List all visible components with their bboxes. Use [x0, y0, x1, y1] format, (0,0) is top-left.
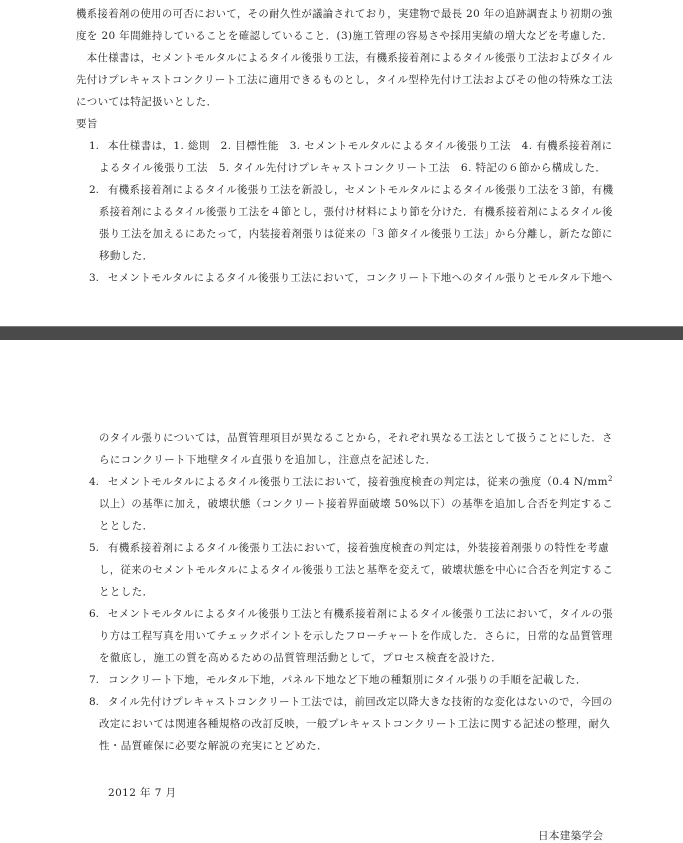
item-line: 性・品質確保に必要な解説の充実にとどめた． — [99, 740, 328, 752]
item-line: 有機系接着剤によるタイル後張り工法において，接着強度検査の判定は，外装接着剤張りの特性を考慮 — [108, 542, 609, 554]
item-number: 3. — [89, 272, 100, 284]
document-page-top — [0, 0, 683, 326]
item-number: 1. — [89, 140, 100, 152]
item-line: し，従来のセメントモルタルによるタイル後張り工法と基準を変えて，破壊状態を中心に合否を判定するこ — [99, 564, 614, 576]
item-line: タイル先付けプレキャストコンクリート工法では，前回改定以降大きな技術的な変化はないので，今回の — [108, 696, 613, 708]
item-line: よるタイル後張り工法 5. タイル先付けプレキャストコンクリート工法 6. 特記の６節から構成した． — [99, 162, 607, 174]
superscript: 2 — [607, 475, 613, 483]
item-line — [108, 475, 613, 489]
item-line: ととした． — [99, 520, 154, 532]
item-line: 系接着剤によるタイル後張り工法を４節とし，張付け材料により節を分けた．有機系接着剤によるタイル後 — [99, 206, 613, 218]
item-line: を徹底し，施工の質を高めるための品質管理活動として，プロセス検査を設けた． — [99, 652, 503, 664]
item-line: ととした． — [99, 586, 154, 598]
intro-line: 機系接着剤の使用の可否において，その耐久性が議論されており，実建物で最長 20 年の追跡調査より初期の強 — [76, 8, 613, 20]
item-number: 2. — [89, 184, 100, 196]
continuation-line: のタイル張りについては，品質管理項目が異なることから，それぞれ異なる工法として扱うことにした．さ — [99, 432, 613, 444]
item-number: 8. — [89, 696, 100, 708]
signature: 日本建築学会 — [538, 830, 604, 842]
intro-line: 先付けプレキャストコンクリート工法に適用できるものとし，タイル型枠先付け工法およびその他の特殊な工法 — [76, 74, 613, 86]
item-number: 4. — [89, 476, 100, 488]
item-line: 有機系接着剤によるタイル後張り工法を新設し，セメントモルタルによるタイル後張り工法を３節，有機 — [108, 184, 614, 196]
continuation-line: らにコンクリート下地壁タイル直張りを追加し，注意点を記述した． — [99, 454, 437, 466]
item-line: 移動した． — [99, 250, 154, 262]
intro-line: 度を 20 年間維持していることを確認していること．(3)施工管理の容易さや採用実績の増大などを考慮した． — [76, 30, 614, 42]
item-number: 7. — [89, 674, 100, 686]
intro-line: 本仕様書は，セメントモルタルによるタイル後張り工法，有機系接着剤によるタイル後張り工法およびタイル — [76, 52, 613, 64]
item-line: 張り工法を加えるにあたって，内装接着剤張りは従来の「3 節タイル後張り工法」から分離し，新たな節に — [99, 228, 613, 240]
document-page-bottom — [0, 340, 683, 842]
item-line: 本仕様書は，1. 総則 2. 目標性能 3. セメントモルタルによるタイル後張り工法 4. 有機系接着剤に — [108, 140, 613, 152]
item-line: り方は工程写真を用いてチェックポイントを示したフローチャートを作成した．さらに，日常的な品質管理 — [99, 630, 613, 642]
date: 2012 年 7 月 — [108, 787, 177, 799]
intro-line: については特記扱いとした． — [76, 96, 218, 108]
item-number: 6. — [89, 608, 100, 620]
item-line: セメントモルタルによるタイル後張り工法において，コンクリート下地へのタイル張りとモルタル下地へ — [108, 272, 613, 284]
item-number: 5. — [89, 542, 100, 554]
item-line: コンクリート下地，モルタル下地，パネル下地など下地の種類別にタイル張りの手順を記載した． — [108, 674, 587, 686]
item-line-text: セメントモルタルによるタイル後張り工法において，接着強度検査の判定は，従来の強度（0.4 N/mm — [108, 476, 608, 488]
item-line: セメントモルタルによるタイル後張り工法と有機系接着剤によるタイル後張り工法において，タイルの張 — [108, 608, 614, 620]
item-line: 改定においては関連各種規格の改訂反映，一般プレキャストコンクリート工法に関する記述の整理，耐久 — [99, 718, 611, 730]
item-line: 以上）の基準に加え，破壊状態（コンクリート接着界面破壊 50%以下）の基準を追加し合否を判定するこ — [99, 498, 614, 510]
summary-heading: 要旨 — [76, 118, 98, 130]
